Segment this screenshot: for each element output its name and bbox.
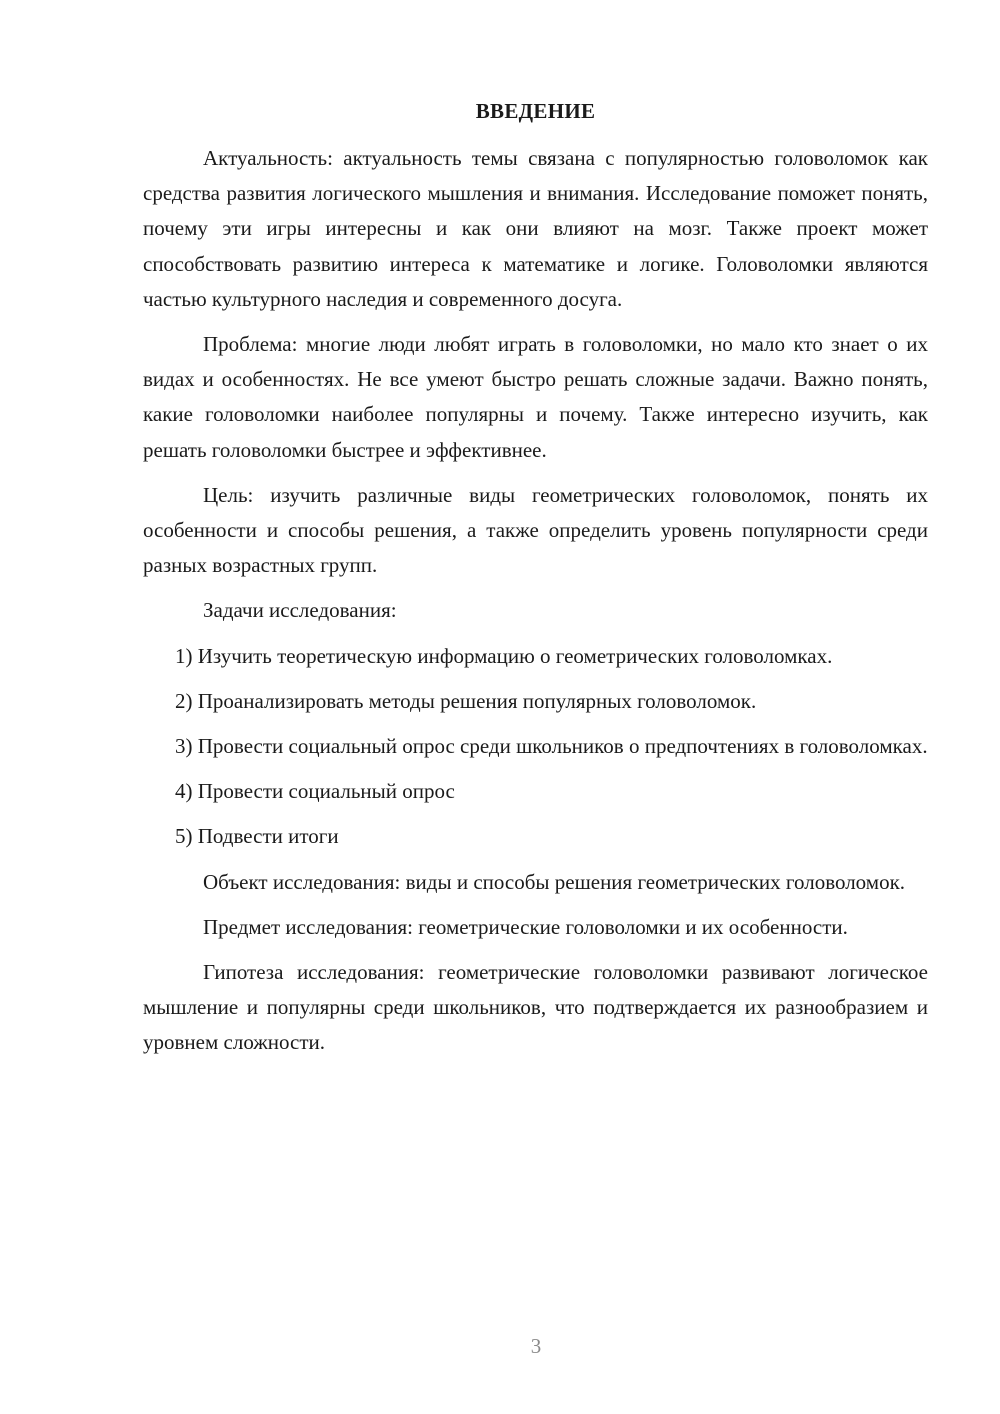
task-item-4: 4) Провести социальный опрос [175,779,455,804]
tasks-heading: Задачи исследования: [203,598,397,623]
task-item-2: 2) Проанализировать методы решения популярных головоломок. [175,688,757,713]
subject-paragraph: Предмет исследования: геометрические головоломки и их особенности. [203,914,848,939]
task-item-5: 5) Подвести итоги [175,824,339,849]
goal-paragraph: Цель: изучить различные виды геометрических головоломок, понять их особенности и способы решения, а также определить уровень популярности среди разных возрастных групп. [143,482,928,578]
task-item-3: 3) Провести социальный опрос среди школьников о предпочтениях в головоломках. [175,734,928,759]
relevance-paragraph: Актуальность: актуальность темы связана с популярностью головоломок как средства развития логического мышления и внимания. Исследование поможет понять, почему эти игры интересны и как они влияют на мозг. Также проект может способствовать развитию интереса к математике и логике. Головоломки являются частью культурного наследия и современного досуга. [143,146,928,311]
object-paragraph: Объект исследования: виды и способы решения геометрических головоломок. [203,869,906,894]
section-title: ВВЕДЕНИЕ [475,99,596,123]
page-number: 3 [530,1334,542,1358]
hypothesis-paragraph: Гипотеза исследования: геометрические головоломки развивают логическое мышление и популярны среди школьников, что подтверждается их разнообразием и уровнем сложности. [143,960,928,1055]
problem-paragraph: Проблема: многие люди любят играть в головоломки, но мало кто знает о их видах и особенностях. Не все умеют быстро решать сложные задачи. Важно понять, какие головоломки наиболее популярны и почему. Также интересно изучить, как решать головоломки быстрее и эффективнее. [143,332,928,462]
document-page [143,96,928,1071]
task-item-1: 1) Изучить теоретическую информацию о геометрических головоломках. [175,643,833,668]
